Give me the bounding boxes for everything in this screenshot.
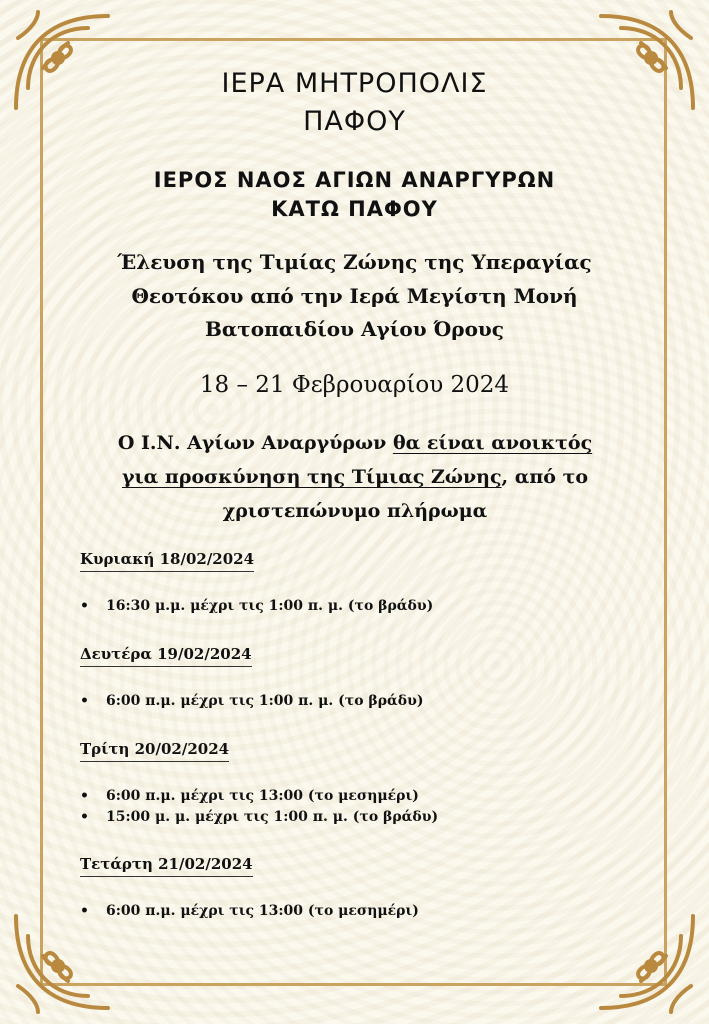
schedule-item [80,903,419,919]
schedule-item [80,693,423,709]
corner-ornament-top-right [591,8,701,118]
schedule-day-4: Τετάρτη 21/02/2024 [80,855,253,877]
church-title: ΙΕΡΟΣ ΝΑΟΣ ΑΓΙΩΝ ΑΝΑΡΓΥΡΩΝ [153,168,556,192]
bullet-icon: • [80,693,89,709]
intro-text-2: , από το [501,466,589,488]
schedule-item [80,598,433,614]
event-line-1: Έλευση της Τιμίας Ζώνης της Υπεραγίας [117,250,592,274]
schedule-item [80,809,438,825]
bullet-icon: • [80,598,89,614]
intro-text-1: Ο Ι.Ν. Αγίων Αναργύρων [117,432,393,454]
intro-paragraph [60,426,650,528]
intro-text-underlined-2: για προσκύνηση της Τίμιας Ζώνης [121,466,502,488]
schedule-day-1: Κυριακή 18/02/2024 [80,550,254,572]
schedule-item-text: 6:00 π.μ. μέχρι τις 1:00 π. μ. (το βράδυ) [106,693,424,709]
corner-ornament-bottom-left [8,906,118,1016]
bullet-icon: • [80,903,89,919]
metropolis-title: ΙΕΡΑ ΜΗΤΡΟΠΟΛΙΣ [221,68,488,99]
intro-text-3: χριστεπώνυμο πλήρωμα [222,500,488,522]
schedule-item [80,788,419,804]
bullet-icon: • [80,809,89,825]
event-line-2: Θεοτόκου από την Ιερά Μεγίστη Μονή [131,284,578,308]
schedule-day-2: Δευτέρα 19/02/2024 [80,645,252,667]
schedule-day-3: Τρίτη 20/02/2024 [80,740,229,762]
church-location: ΚΑΤΩ ΠΑΦΟΥ [271,197,438,221]
bullet-icon: • [80,788,89,804]
event-dates: 18 – 21 Φεβρουαρίου 2024 [199,372,510,398]
corner-ornament-top-left [8,8,118,118]
schedule-item-text: 6:00 π.μ. μέχρι τις 13:00 (το μεσημέρι) [106,788,419,804]
schedule-item-text: 6:00 π.μ. μέχρι τις 13:00 (το μεσημέρι) [106,903,419,919]
metropolis-subtitle: ΠΑΦΟΥ [303,106,406,137]
schedule-item-text: 15:00 μ. μ. μέχρι τις 1:00 π. μ. (το βράδυ) [106,809,439,825]
schedule-item-text: 16:30 μ.μ. μέχρι τις 1:00 π. μ. (το βράδυ) [106,598,434,614]
intro-text-underlined-1: θα είναι ανοικτός [392,432,593,454]
event-line-3: Βατοπαιδίου Αγίου Όρους [204,317,504,341]
corner-ornament-bottom-right [591,906,701,1016]
